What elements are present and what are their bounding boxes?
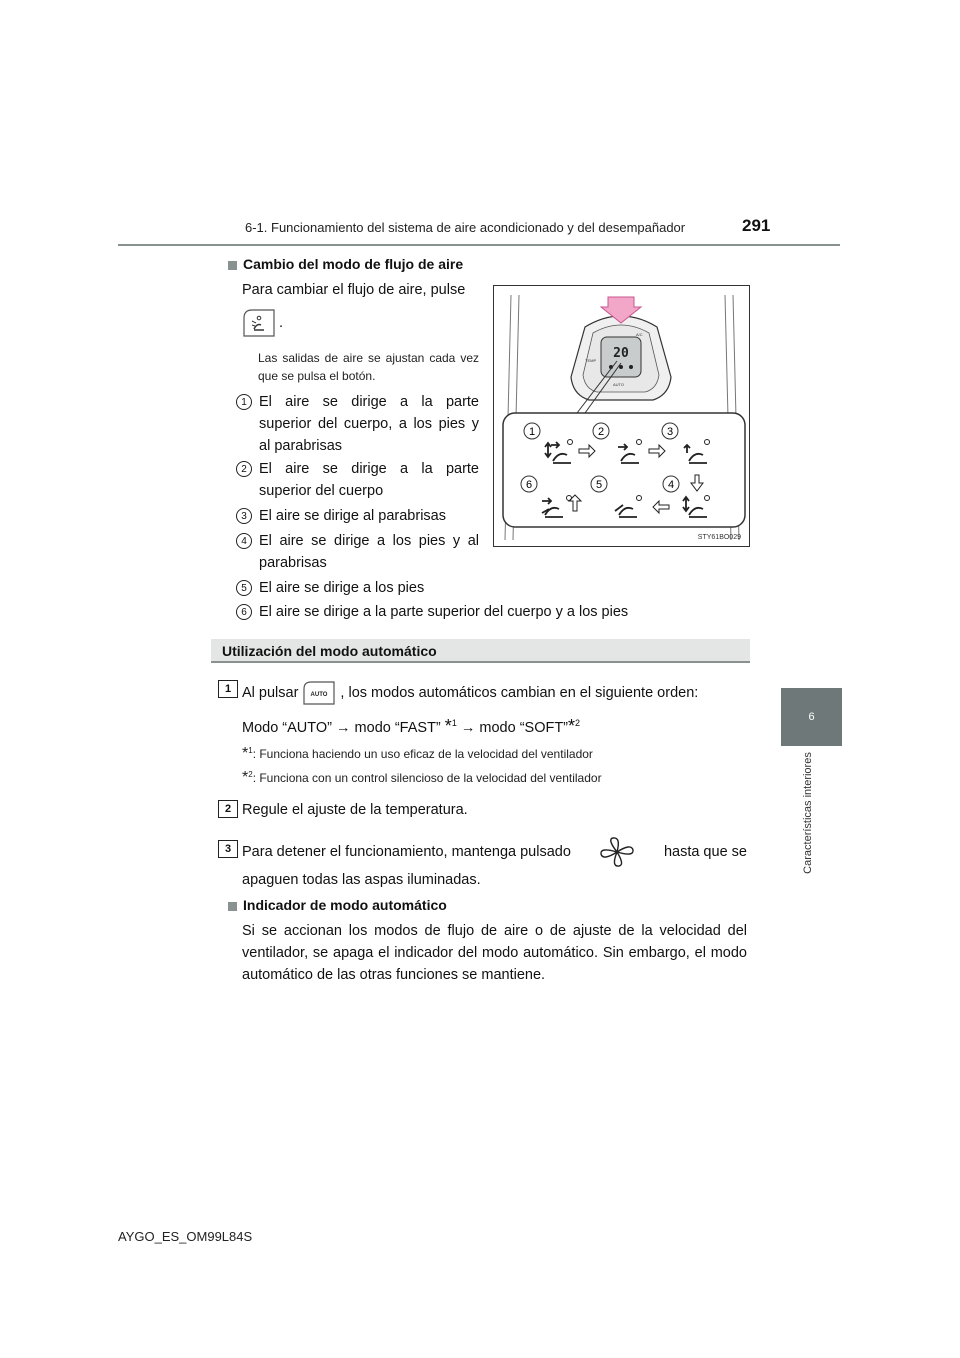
step-1 [242, 680, 698, 706]
airflow-heading: Cambio del modo de flujo de aire [228, 256, 463, 272]
auto-button-label: AUTO [310, 692, 328, 698]
svg-text:5: 5 [595, 479, 603, 491]
airflow-intro-button-line [242, 308, 283, 338]
chapter-label: Características interiores [802, 752, 814, 874]
heading-bullet-icon [228, 902, 237, 911]
item-number-4: 4 [236, 533, 252, 549]
page-number: 291 [742, 216, 771, 235]
header-rule [118, 244, 840, 246]
indicator-text: Si se accionan los modos de flujo de aire o de ajuste de la velocidad del ventilador, se apaga el indicador del modo automático. Sin embargo, el modo automático de las otras funciones se mantiene. [242, 923, 747, 983]
airflow-mode-button-icon [242, 308, 276, 338]
chapter-tab[interactable] [781, 688, 842, 746]
airflow-item-2: El aire se dirige a la parte superior del cuerpo [259, 461, 479, 499]
step-3-post: hasta que se [663, 844, 747, 860]
mode-number-2 [593, 423, 609, 439]
svg-text:6: 6 [525, 479, 533, 491]
airflow-item-3: El aire se dirige al parabrisas [259, 508, 446, 524]
panel-temp-label: TEMP [585, 358, 597, 363]
step-2: Regule el ajuste de la temperatura. [242, 802, 468, 818]
airflow-intro: Para cambiar el flujo de aire, pulse [242, 282, 466, 298]
airflow-item-1: El aire se dirige a la parte superior del cuerpo, a los pies y al parabrisas [259, 394, 479, 454]
airflow-figure-svg [493, 285, 750, 547]
auto-section-heading: Utilización del modo automático [222, 643, 437, 659]
item-number-2: 2 [236, 461, 252, 477]
item-number-3: 3 [236, 508, 252, 524]
mode-number-5 [591, 476, 607, 492]
panel-display-temp: 20 [613, 346, 629, 361]
fan-button-icon [597, 835, 637, 869]
figure-code: STY61BO029 [697, 534, 741, 541]
panel-auto-label: AUTO [613, 382, 625, 387]
step-number-2: 2 [218, 800, 238, 818]
mode-number-3 [662, 423, 678, 439]
item-number-6: 6 [236, 604, 252, 620]
indicator-heading: Indicador de modo automático [228, 897, 447, 913]
step-number-3: 3 [218, 840, 238, 858]
heading-bullet-icon [228, 261, 237, 270]
chapter-number: 6 [808, 711, 815, 723]
airflow-item-6: El aire se dirige a la parte superior del cuerpo y a los pies [259, 604, 629, 620]
intro-period: . [279, 315, 284, 331]
step-3 [242, 835, 747, 869]
step-1-post: , los modos automáticos cambian en el siguiente orden: [340, 685, 699, 701]
airflow-figure [493, 285, 750, 547]
mode-order: Modo “AUTO” → modo “FAST” *$^1$ → modo “SOFT”*$^2$ [242, 715, 581, 736]
footnote-2: *$^2$: Funciona con un control silencioso de la velocidad del ventilador [242, 769, 602, 786]
running-header: 6-1. Funcionamiento del sistema de aire acondicionado y del desempañador [245, 220, 686, 235]
step-3-pre: Para detener el funcionamiento, mantenga pulsado [242, 844, 571, 860]
document-code: AYGO_ES_OM99L84S [118, 1229, 253, 1244]
mode-number-4 [663, 476, 679, 492]
item-number-1: 1 [236, 394, 252, 410]
airflow-item-5: El aire se dirige a los pies [259, 580, 425, 596]
footnote-1: *$^1$: Funciona haciendo un uso eficaz de la velocidad del ventilador [242, 745, 593, 762]
panel-ac-label: A/C [636, 332, 643, 337]
mode-number-1 [524, 423, 540, 439]
mode-number-6 [521, 476, 537, 492]
svg-text:4: 4 [667, 479, 675, 491]
airflow-note: Las salidas de aire se ajustan cada vez que se pulsa el botón. [258, 351, 479, 383]
svg-text:1: 1 [528, 426, 536, 438]
svg-text:3: 3 [666, 426, 674, 438]
step-number-1: 1 [218, 680, 238, 698]
svg-text:2: 2 [597, 426, 605, 438]
item-number-5: 5 [236, 580, 252, 596]
auto-button-icon [302, 680, 336, 706]
step-3-continued: apaguen todas las aspas iluminadas. [242, 872, 481, 888]
step-1-pre: Al pulsar [242, 685, 299, 701]
airflow-item-4: El aire se dirige a los pies y al parabrisas [259, 533, 479, 571]
